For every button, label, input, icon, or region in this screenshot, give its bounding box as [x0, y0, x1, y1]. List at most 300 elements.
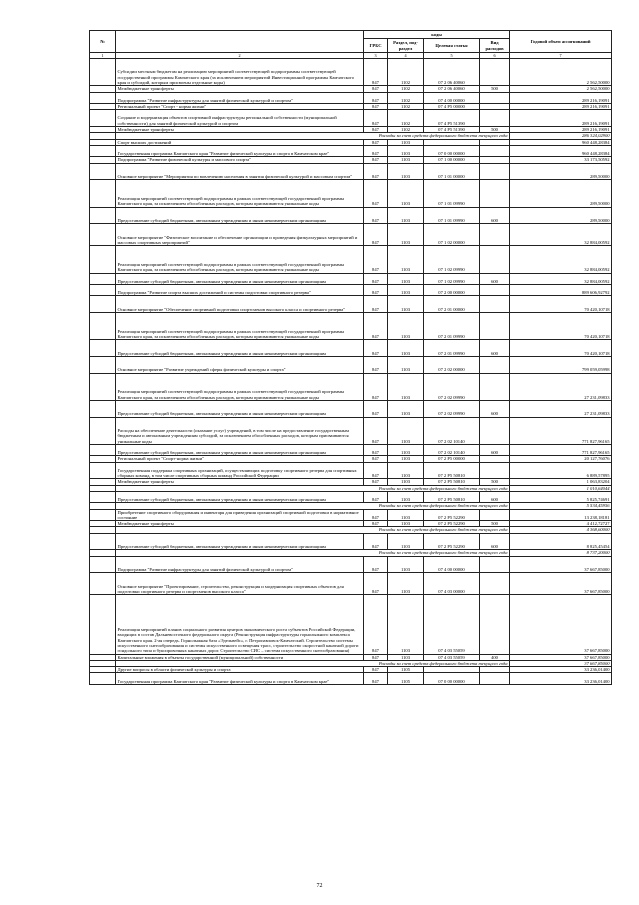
- colnum-1: 1: [90, 53, 116, 59]
- cell-expense-type: [480, 59, 510, 86]
- cell-section: 1103: [388, 356, 424, 373]
- cell-number: [90, 595, 116, 654]
- table-row: [90, 491, 612, 502]
- header-target-item: Целевая статья: [424, 39, 480, 53]
- cell-name: Государственная программа Камчатского края "Развитие физической культуры и спорта в Камчатском крае": [116, 673, 364, 684]
- cell-amount: 27 231,09833: [510, 373, 612, 400]
- cell-section: 1103: [388, 479, 424, 485]
- table-row: [90, 284, 612, 295]
- cell-amount: 2 562,50000: [510, 86, 612, 92]
- cell-target-item: 07 2 01 00000: [424, 296, 480, 313]
- cell-grbs: 847: [364, 110, 388, 127]
- cell-amount: 1 010,64044: [510, 485, 612, 491]
- header-grbs: ГРБС: [364, 39, 388, 53]
- cell-number: [90, 444, 116, 455]
- cell-amount: 27 231,09833: [510, 400, 612, 417]
- table-row: [90, 340, 612, 357]
- cell-target-item: 07 2 P5 52290: [424, 521, 480, 527]
- colnum-6: 6: [480, 53, 510, 59]
- cell-target-item: 07 2 P5 50810: [424, 462, 480, 479]
- cell-target-item: 07 4 03 55059: [424, 595, 480, 654]
- cell-section: 1103: [388, 462, 424, 479]
- cell-expense-type: [480, 180, 510, 207]
- table-row: [90, 312, 612, 339]
- cell-grbs: 847: [364, 86, 388, 92]
- colnum-3: 3: [364, 53, 388, 59]
- cell-section: 1105: [388, 673, 424, 684]
- table-row: [90, 462, 612, 479]
- cell-expense-type: [480, 509, 510, 521]
- cell-number: [90, 110, 116, 127]
- cell-amount: 289 216,19091: [510, 110, 612, 127]
- cell-name: Реализация мероприятий соответствующей подпрограммы в рамках соответствующей государственной программы Камчатского края, за исключением обособленных расходов, которым присваиваются уникальные коды: [116, 246, 364, 273]
- cell-grbs: 847: [364, 139, 388, 145]
- cell-target-item: 07 2 02 09990: [424, 373, 480, 400]
- table-row: [90, 180, 612, 207]
- cell-grbs: 847: [364, 126, 388, 132]
- header-section: Раздел, под-раздел: [388, 39, 424, 53]
- table-row: [90, 273, 612, 284]
- cell-amount: 289 216,19091: [510, 126, 612, 132]
- cell-expense-type: 500: [480, 86, 510, 92]
- cell-target-item: 07 4 P5 51390: [424, 126, 480, 132]
- cell-target-item: 07 2 P5 52290: [424, 509, 480, 521]
- cell-target-item: 07 1 02 09990: [424, 273, 480, 284]
- cell-amount: 70 420,10718: [510, 312, 612, 339]
- cell-expense-type: [480, 673, 510, 684]
- cell-grbs: 847: [364, 246, 388, 273]
- cell-name: Реализация мероприятий соответствующей подпрограммы в рамках соответствующей государственной программы Камчатского края, за исключением обособленных расходов, которым присваиваются уникальные коды: [116, 312, 364, 339]
- cell-section: 1103: [388, 654, 424, 660]
- cell-expense-type: [480, 417, 510, 444]
- cell-name: Межбюджетные трансферты: [116, 521, 364, 527]
- cell-name: Предоставление субсидий бюджетным, автономным учреждениям и иным некоммерческим организациям: [116, 273, 364, 284]
- cell-federal-note: Расходы за счет средств федерального бюджета текущего года: [116, 527, 510, 533]
- cell-grbs: 847: [364, 673, 388, 684]
- cell-section: 1103: [388, 573, 424, 595]
- cell-grbs: 847: [364, 556, 388, 573]
- cell-section: 1105: [388, 667, 424, 673]
- cell-section: 1103: [388, 157, 424, 163]
- table-row: [90, 573, 612, 595]
- cell-name: Предоставление субсидий бюджетным, автономным учреждениям и иным некоммерческим организациям: [116, 533, 364, 550]
- cell-section: 1103: [388, 224, 424, 246]
- cell-target-item: 07 2 P5 50810: [424, 491, 480, 502]
- cell-grbs: 847: [364, 207, 388, 224]
- table-row: [90, 400, 612, 417]
- cell-number: [90, 400, 116, 417]
- cell-number: [90, 356, 116, 373]
- cell-expense-type: [480, 595, 510, 654]
- cell-target-item: 07 0 00 00000: [424, 673, 480, 684]
- cell-section: 1103: [388, 284, 424, 295]
- cell-grbs: 847: [364, 417, 388, 444]
- cell-section: 1103: [388, 373, 424, 400]
- cell-grbs: 847: [364, 356, 388, 373]
- cell-grbs: 847: [364, 157, 388, 163]
- cell-amount: 8 825,45454: [510, 533, 612, 550]
- cell-number: [90, 59, 116, 86]
- cell-number: [90, 373, 116, 400]
- cell-grbs: 847: [364, 456, 388, 462]
- cell-name: Основное мероприятие "Обеспечение спортивной подготовки спортсменов высокого класса и спортивного резерва": [116, 296, 364, 313]
- cell-number: [90, 180, 116, 207]
- colnum-5: 5: [424, 53, 480, 59]
- cell-name: Реализация мероприятий планов социального развития центров экономического роста субъектов Российской Федерации, входящих в состав Дальневосточного федерального округа (Реконструкция инфраструктуры горнолыжного комплекса Камчатского края. 2-ая очередь. Горнолыжная база «Эдельвейс», г. Петропавловск-Камчатский. Строительство системы искусственного снегообразования и системы искусственного освещения трасс, строительство скоростной канатной дороги гондольного типа и буксировочных канатных дорог. Строительство СИС – система искусственного снегообразования): [116, 595, 364, 654]
- cell-expense-type: 600: [480, 207, 510, 224]
- budget-table-body: [90, 59, 612, 685]
- cell-number: [90, 145, 116, 156]
- cell-section: 1103: [388, 521, 424, 527]
- cell-section: 1102: [388, 110, 424, 127]
- cell-grbs: 847: [364, 533, 388, 550]
- header-expense-type: Вид расходов: [480, 39, 510, 53]
- cell-number: [90, 163, 116, 180]
- cell-federal-note: Расходы за счет средств федерального бюджета текущего года: [116, 485, 510, 491]
- cell-expense-type: [480, 356, 510, 373]
- cell-grbs: 847: [364, 145, 388, 156]
- cell-number: [90, 509, 116, 521]
- cell-section: 1103: [388, 180, 424, 207]
- cell-grbs: 847: [364, 92, 388, 103]
- cell-amount: 960 448,28384: [510, 145, 612, 156]
- table-row: [90, 110, 612, 127]
- cell-name: Предоставление субсидий бюджетным, автономным учреждениям и иным некоммерческим организациям: [116, 340, 364, 357]
- cell-grbs: 847: [364, 573, 388, 595]
- cell-grbs: 847: [364, 595, 388, 654]
- cell-number: [90, 673, 116, 684]
- cell-expense-type: 600: [480, 273, 510, 284]
- cell-grbs: 847: [364, 400, 388, 417]
- table-row: [90, 92, 612, 103]
- cell-grbs: 847: [364, 479, 388, 485]
- cell-amount: 20 127,76076: [510, 456, 612, 462]
- cell-expense-type: [480, 224, 510, 246]
- cell-expense-type: [480, 110, 510, 127]
- cell-target-item: 07 4 P5 00000: [424, 103, 480, 109]
- cell-section: 1103: [388, 312, 424, 339]
- cell-target-item: 07 1 02 09990: [424, 246, 480, 273]
- header-codes: коды: [364, 31, 510, 39]
- cell-name: Подпрограмма "Развитие инфраструктуры для занятий физической культурой и спортом": [116, 556, 364, 573]
- table-row: [90, 673, 612, 684]
- cell-grbs: 847: [364, 312, 388, 339]
- cell-amount: 1 063,83204: [510, 479, 612, 485]
- cell-expense-type: [480, 145, 510, 156]
- cell-name: Капитальные вложения в объекты государственной (муниципальной) собственности: [116, 654, 364, 660]
- table-row: [90, 595, 612, 654]
- cell-target-item: 07 4 03 00000: [424, 573, 480, 595]
- cell-section: 1103: [388, 400, 424, 417]
- cell-grbs: 847: [364, 521, 388, 527]
- cell-name: Региональный проект "Спорт-норма жизни": [116, 456, 364, 462]
- cell-target-item: 07 2 06 40060: [424, 86, 480, 92]
- cell-section: 1102: [388, 59, 424, 86]
- cell-name: Предоставление субсидий бюджетным, автономным учреждениям и иным некоммерческим организациям: [116, 444, 364, 455]
- table-row: [90, 145, 612, 156]
- cell-expense-type: 600: [480, 444, 510, 455]
- cell-section: 1103: [388, 207, 424, 224]
- cell-name: Приобретение спортивного оборудования и инвентаря для приведения организаций спортивной подготовки в нормативное состояние: [116, 509, 364, 521]
- table-row: [90, 356, 612, 373]
- cell-section: 1103: [388, 139, 424, 145]
- cell-section: 1103: [388, 340, 424, 357]
- cell-expense-type: [480, 284, 510, 295]
- cell-amount: 32 884,00592: [510, 246, 612, 273]
- cell-expense-type: [480, 462, 510, 479]
- colnum-2: 2: [116, 53, 364, 59]
- table-row: [90, 224, 612, 246]
- cell-name: Основное мероприятие "Проектирование, строительство, реконструкция и модернизация спортивных объектов для подготовки спортивного резерва и спортсменов высокого класса": [116, 573, 364, 595]
- cell-amount: 960 448,28384: [510, 139, 612, 145]
- cell-name: Основное мероприятие "Физическое воспитание и обеспечение организации и проведения физкультурных мероприятий и массовых спортивных мероприятий": [116, 224, 364, 246]
- cell-name: Другие вопросы в области физической культуры и спорта: [116, 667, 364, 673]
- cell-expense-type: 500: [480, 479, 510, 485]
- cell-section: 1103: [388, 145, 424, 156]
- cell-name: Государственная поддержка спортивных организаций, осуществляющих подготовку спортивного резерва для спортивных сборных команд, в том числе спортивных сборных команд Российской Федерации: [116, 462, 364, 479]
- cell-section: 1103: [388, 595, 424, 654]
- cell-target-item: 07 2 02 00000: [424, 356, 480, 373]
- cell-target-item: 07 2 P5 52290: [424, 533, 480, 550]
- page-number: 72: [316, 883, 323, 889]
- cell-section: 1103: [388, 509, 424, 521]
- cell-federal-note: Расходы за счет средств федерального бюджета текущего года: [116, 660, 510, 666]
- cell-section: 1103: [388, 456, 424, 462]
- cell-amount: 33 173,50592: [510, 157, 612, 163]
- cell-target-item: 07 1 02 00000: [424, 224, 480, 246]
- cell-section: 1103: [388, 296, 424, 313]
- cell-number: [90, 92, 116, 103]
- cell-expense-type: 600: [480, 400, 510, 417]
- cell-amount: 771 827,96165: [510, 417, 612, 444]
- header-number: №: [90, 31, 116, 53]
- table-row: [90, 533, 612, 550]
- cell-target-item: 07 1 01 09990: [424, 180, 480, 207]
- cell-name: Реализация мероприятий соответствующей подпрограммы в рамках соответствующей государственной программы Камчатского края, за исключением обособленных расходов, которым присваиваются уникальные коды: [116, 180, 364, 207]
- cell-section: 1103: [388, 246, 424, 273]
- cell-name: Подпрограмма "Развитие инфраструктуры для занятий физической культурой и спортом": [116, 92, 364, 103]
- cell-name: Предоставление субсидий бюджетным, автономным учреждениям и иным некоммерческим организациям: [116, 207, 364, 224]
- cell-expense-type: 500: [480, 521, 510, 527]
- cell-name: Межбюджетные трансферты: [116, 86, 364, 92]
- cell-expense-type: 400: [480, 654, 510, 660]
- cell-amount: 70 420,10718: [510, 296, 612, 313]
- cell-name: Реализация мероприятий соответствующей подпрограммы в рамках соответствующей государственной программы Камчатского края, за исключением обособленных расходов, которым присваиваются уникальные коды: [116, 373, 364, 400]
- cell-expense-type: 600: [480, 340, 510, 357]
- cell-amount: 37 667,85000: [510, 654, 612, 660]
- cell-amount: 37 667,85000: [510, 556, 612, 573]
- cell-target-item: 07 1 00 00000: [424, 157, 480, 163]
- cell-name: Создание и модернизация объектов спортивной инфраструктуры региональной собственности (муниципальной собственности) для занятий физической культурой и спортом: [116, 110, 364, 127]
- cell-expense-type: [480, 163, 510, 180]
- cell-amount: 70 420,10718: [510, 340, 612, 357]
- colnum-7: 7: [510, 53, 612, 59]
- cell-name: Субсидии местным бюджетам на реализацию мероприятий соответствующей подпрограммы соответствующей государственной программы Камчатского края (за исключением мероприятий Инвестиционной программы Камчатского края и субсидий, которым присвоены отдельные коды): [116, 59, 364, 86]
- cell-grbs: 847: [364, 59, 388, 86]
- cell-amount: 799 059,05998: [510, 356, 612, 373]
- cell-section: 1103: [388, 556, 424, 573]
- cell-grbs: 847: [364, 373, 388, 400]
- table-row: [90, 163, 612, 180]
- cell-target-item: 07 4 00 00000: [424, 92, 480, 103]
- cell-number: [90, 246, 116, 273]
- cell-number: [90, 207, 116, 224]
- table-row: [90, 509, 612, 521]
- cell-amount: 289,50000: [510, 180, 612, 207]
- cell-number: [90, 284, 116, 295]
- cell-grbs: 847: [364, 163, 388, 180]
- cell-grbs: 847: [364, 103, 388, 109]
- cell-section: 1103: [388, 163, 424, 180]
- cell-target-item: 07 2 02 09990: [424, 400, 480, 417]
- cell-grbs: 847: [364, 444, 388, 455]
- cell-grbs: 847: [364, 491, 388, 502]
- cell-section: 1103: [388, 533, 424, 550]
- header-amount: Годовой объем ассигнований: [510, 31, 612, 53]
- cell-expense-type: [480, 573, 510, 595]
- cell-number: [90, 417, 116, 444]
- cell-amount: 289,50000: [510, 163, 612, 180]
- table-row: [90, 296, 612, 313]
- cell-section: 1102: [388, 103, 424, 109]
- cell-name: Спорт высших достижений: [116, 139, 364, 145]
- cell-name: Расходы на обеспечение деятельности (оказание услуг) учреждений, в том числе на предоставление государственным бюджетным и автономным учреждениям субсидий, за исключением обособленных расходов, которым присваиваются уникальные коды: [116, 417, 364, 444]
- cell-expense-type: [480, 92, 510, 103]
- cell-amount: 32 884,00592: [510, 224, 612, 246]
- cell-amount: 289 216,19091: [510, 92, 612, 103]
- cell-number: [90, 224, 116, 246]
- cell-target-item: 07 2 06 40060: [424, 59, 480, 86]
- cell-number: [90, 340, 116, 357]
- cell-target-item: 07 4 P5 51390: [424, 110, 480, 127]
- cell-amount: 289,50000: [510, 207, 612, 224]
- cell-number: [90, 491, 116, 502]
- table-row: [90, 59, 612, 86]
- cell-number: [90, 312, 116, 339]
- cell-amount: 33 236,01400: [510, 667, 612, 673]
- cell-grbs: 847: [364, 667, 388, 673]
- colnum-4: 4: [388, 53, 424, 59]
- cell-amount: 8 737,20000: [510, 550, 612, 556]
- cell-amount: 4 368,60000: [510, 527, 612, 533]
- cell-target-item: 07 2 01 09990: [424, 340, 480, 357]
- cell-target-item: 07 2 P5 50810: [424, 479, 480, 485]
- cell-section: 1102: [388, 126, 424, 132]
- cell-grbs: 847: [364, 273, 388, 284]
- cell-amount: 13 238,18181: [510, 509, 612, 521]
- table-row: [90, 417, 612, 444]
- cell-expense-type: 600: [480, 491, 510, 502]
- cell-number: [90, 273, 116, 284]
- cell-amount: 5 534,45956: [510, 503, 612, 509]
- cell-name: Подпрограмма "Развитие физической культуры и массового спорта": [116, 157, 364, 163]
- cell-target-item: 07 2 00 00000: [424, 284, 480, 295]
- cell-federal-note: Расходы за счет средств федерального бюджета текущего года: [116, 550, 510, 556]
- cell-number: [90, 556, 116, 573]
- cell-amount: 32 884,00592: [510, 273, 612, 284]
- cell-target-item: 07 2 P5 00000: [424, 456, 480, 462]
- cell-grbs: 847: [364, 462, 388, 479]
- cell-number: [90, 296, 116, 313]
- cell-grbs: 847: [364, 296, 388, 313]
- cell-federal-note: Расходы за счет средств федерального бюджета текущего года: [116, 133, 510, 139]
- cell-grbs: 847: [364, 224, 388, 246]
- cell-number: [90, 573, 116, 595]
- cell-target-item: 07 1 01 09990: [424, 207, 480, 224]
- cell-amount: 771 827,96165: [510, 444, 612, 455]
- cell-expense-type: 500: [480, 126, 510, 132]
- cell-target-item: 07 0 00 00000: [424, 145, 480, 156]
- cell-target-item: 07 2 02 10140: [424, 417, 480, 444]
- cell-amount: 6 889,57895: [510, 462, 612, 479]
- cell-section: 1103: [388, 444, 424, 455]
- table-row: [90, 246, 612, 273]
- header-name: [116, 31, 364, 53]
- cell-name: Предоставление субсидий бюджетным, автономным учреждениям и иным некоммерческим организациям: [116, 400, 364, 417]
- cell-amount: 37 667,85000: [510, 595, 612, 654]
- cell-amount: 889 606,92792: [510, 284, 612, 295]
- cell-amount: 37 667,85000: [510, 660, 612, 666]
- table-row: [90, 207, 612, 224]
- cell-expense-type: [480, 556, 510, 573]
- cell-amount: 5 825,74691: [510, 491, 612, 502]
- cell-name: Межбюджетные трансферты: [116, 126, 364, 132]
- cell-amount: 33 236,01400: [510, 673, 612, 684]
- cell-target-item: 07 2 02 10140: [424, 444, 480, 455]
- cell-expense-type: [480, 373, 510, 400]
- cell-grbs: 847: [364, 340, 388, 357]
- cell-target-item: 07 2 01 09990: [424, 312, 480, 339]
- cell-section: 1103: [388, 417, 424, 444]
- cell-number: [90, 533, 116, 550]
- cell-expense-type: [480, 312, 510, 339]
- cell-name: Основное мероприятие "Развитие учреждений сферы физической культуры и спорта": [116, 356, 364, 373]
- cell-name: Государственная программа Камчатского края "Развитие физической культуры и спорта в Камчатском крае": [116, 145, 364, 156]
- cell-grbs: 847: [364, 180, 388, 207]
- cell-name: Основное мероприятие "Мероприятия по вовлечению населения в занятия физической культурой и массовым спортом": [116, 163, 364, 180]
- cell-section: 1102: [388, 92, 424, 103]
- cell-amount: 37 667,85000: [510, 573, 612, 595]
- cell-federal-note: Расходы за счет средств федерального бюджета текущего года: [116, 503, 510, 509]
- cell-grbs: 847: [364, 509, 388, 521]
- cell-grbs: 847: [364, 284, 388, 295]
- cell-expense-type: [480, 296, 510, 313]
- cell-target-item: 07 4 03 55059: [424, 654, 480, 660]
- cell-name: Межбюджетные трансферты: [116, 479, 364, 485]
- cell-name: Подпрограмма "Развитие спорта высших достижений и системы подготовки спортивного резерва": [116, 284, 364, 295]
- cell-number: [90, 462, 116, 479]
- cell-section: 1102: [388, 86, 424, 92]
- cell-amount: 289 216,19091: [510, 103, 612, 109]
- cell-amount: 4 412,72727: [510, 521, 612, 527]
- budget-table-sheet: [89, 30, 611, 685]
- cell-target-item: 07 1 01 00000: [424, 163, 480, 180]
- cell-name: Региональный проект "Спорт - норма жизни": [116, 103, 364, 109]
- cell-grbs: 847: [364, 654, 388, 660]
- table-row: [90, 373, 612, 400]
- budget-table: [89, 30, 612, 685]
- cell-target-item: 07 4 00 00000: [424, 556, 480, 573]
- cell-amount: 2 562,50000: [510, 59, 612, 86]
- cell-expense-type: 600: [480, 533, 510, 550]
- cell-expense-type: [480, 246, 510, 273]
- table-row: [90, 444, 612, 455]
- cell-amount: 286 324,02900: [510, 133, 612, 139]
- cell-section: 1103: [388, 273, 424, 284]
- cell-section: 1103: [388, 491, 424, 502]
- cell-name: Предоставление субсидий бюджетным, автономным учреждениям и иным некоммерческим организациям: [116, 491, 364, 502]
- table-row: [90, 556, 612, 573]
